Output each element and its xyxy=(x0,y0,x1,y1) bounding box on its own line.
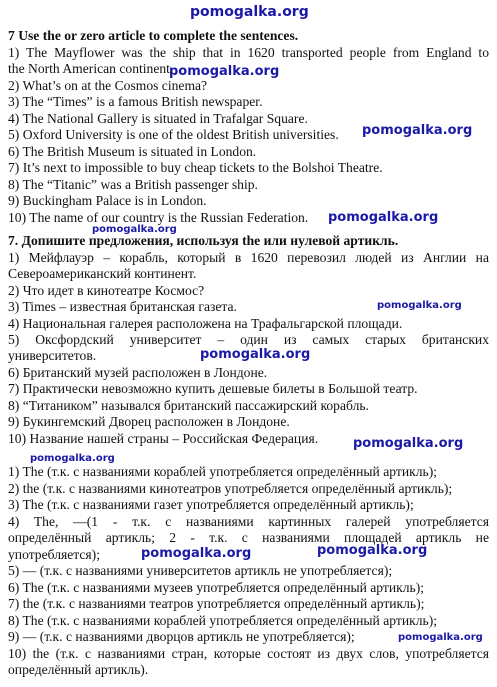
russian-sentence-10: 10) Название нашей страны – Российская Федерация. xyxy=(8,431,319,446)
answer-4-cont: определённый артикль; 2 - т.к. с названиями площадей артикль не xyxy=(8,530,489,545)
english-sentence-10: 10) The name of our country is the Russian Federation. xyxy=(8,210,309,225)
english-sentence-5: 5) Oxford University is one of the oldest British universities. xyxy=(8,127,339,142)
watermark-top: pomogalka.org xyxy=(190,4,309,20)
english-sentence-6: 6) The British Museum is situated in London. xyxy=(8,144,257,159)
russian-sentence-8: 8) “Титаником” назывался британский пассажирский корабль. xyxy=(8,398,369,413)
answer-6: 6) The (т.к. с названиями музеев употребляется определённый артикль); xyxy=(8,580,425,595)
answer-10: 10) the (т.к. с названиями стран, которые состоят из двух слов, употребляется xyxy=(8,646,489,661)
english-sentence-3: 3) The “Times” is a famous British newspaper. xyxy=(8,94,263,109)
watermark: pomogalka.org xyxy=(328,210,439,225)
russian-sentence-4: 4) Национальная галерея расположена на Трафальгарской площади. xyxy=(8,316,403,331)
russian-sentence-3: 3) Times – известная британская газета. xyxy=(8,299,237,314)
english-heading: 7 Use the or zero article to complete the sentences. xyxy=(8,28,299,43)
watermark: pomogalka.org xyxy=(317,543,428,558)
watermark: pomogalka.org xyxy=(141,546,252,561)
answer-10-cont: определённый артикль). xyxy=(8,662,149,677)
answer-4-end: употребляется); xyxy=(8,547,100,562)
answer-8: 8) The (т.к. с названиями кораблей употребляется определённый артикль); xyxy=(8,613,437,628)
english-sentence-1: 1) The Mayflower was the ship that in 1620 transported people from England to xyxy=(8,45,489,60)
answer-4: 4) The, —(1 - т.к. с названиями картинных галерей употребляется xyxy=(8,514,489,529)
watermark: pomogalka.org xyxy=(30,453,115,464)
english-sentence-1-cont: the North American continent. xyxy=(8,61,174,76)
russian-sentence-5-cont: университетов. xyxy=(8,348,97,363)
russian-sentence-1-cont: Североамериканский континент. xyxy=(8,266,197,281)
answer-5: 5) — (т.к. с названиями университетов артикль не употребляется); xyxy=(8,563,393,578)
watermark: pomogalka.org xyxy=(169,64,280,79)
russian-sentence-5: 5) Оксфордский университет – один из самых старых британских xyxy=(8,332,489,347)
russian-sentence-1: 1) Мейфлауэр – корабль, который в 1620 перевозил людей из Англии на xyxy=(8,250,489,265)
watermark: pomogalka.org xyxy=(200,347,311,362)
watermark: pomogalka.org xyxy=(353,436,464,451)
answer-9: 9) — (т.к. с названиями дворцов артикль не употребляется); xyxy=(8,629,355,644)
russian-sentence-2: 2) Что идет в кинотеатре Космос? xyxy=(8,283,205,298)
russian-sentence-9: 9) Букингемский Дворец расположен в Лондоне. xyxy=(8,414,290,429)
answer-1: 1) The (т.к. с названиями кораблей употребляется определённый артикль); xyxy=(8,464,437,479)
english-sentence-7: 7) It’s next to impossible to buy cheap tickets to the Bolshoi Theatre. xyxy=(8,160,383,175)
watermark: pomogalka.org xyxy=(398,632,483,643)
english-sentence-4: 4) The National Gallery is situated in Trafalgar Square. xyxy=(8,111,308,126)
english-sentence-9: 9) Buckingham Palace is in London. xyxy=(8,193,207,208)
english-sentence-2: 2) What’s on at the Cosmos cinema? xyxy=(8,78,208,93)
russian-sentence-6: 6) Британский музей расположен в Лондоне. xyxy=(8,365,268,380)
answer-2: 2) the (т.к. с названиями кинотеатров употребляется определённый артикль); xyxy=(8,481,453,496)
watermark: pomogalka.org xyxy=(92,224,177,235)
russian-heading: 7. Допишите предложения, используя the или нулевой артикль. xyxy=(8,233,399,248)
answer-7: 7) the (т.к. с названиями театров употребляется определённый артикль); xyxy=(8,596,425,611)
russian-sentence-7: 7) Практически невозможно купить дешевые билеты в Большой театр. xyxy=(8,381,418,396)
answer-3: 3) The (т.к. с названиями газет употребляется определённый артикль); xyxy=(8,497,414,512)
watermark: pomogalka.org xyxy=(377,300,462,311)
english-sentence-8: 8) The “Titanic” was a British passenger ship. xyxy=(8,177,258,192)
watermark: pomogalka.org xyxy=(362,123,473,138)
